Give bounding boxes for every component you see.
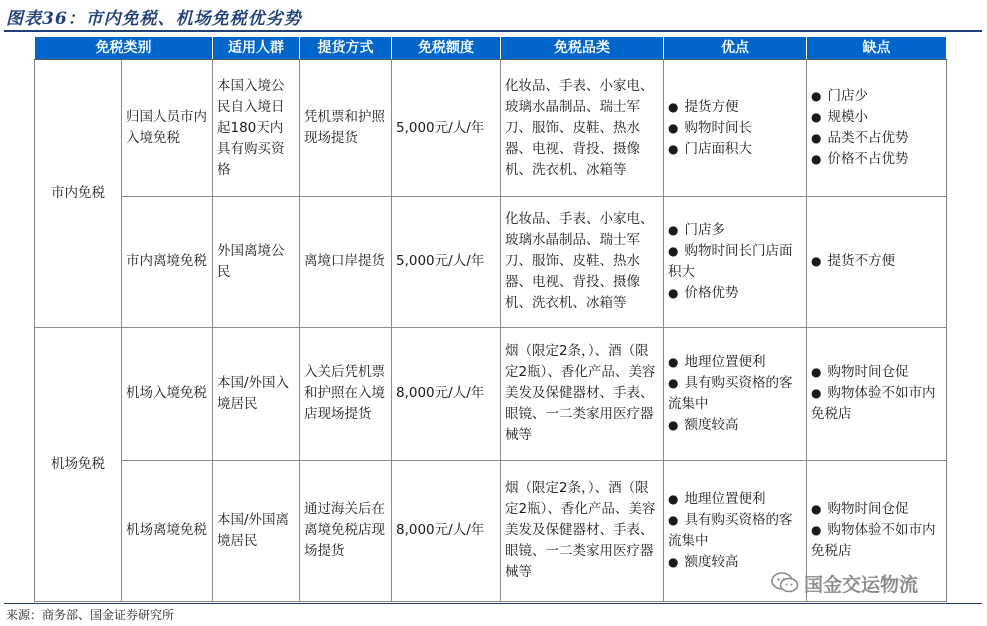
bullet-dot-icon: ● — [668, 375, 679, 390]
con-text: 购物体验不如市内免税店 — [811, 385, 936, 423]
bullet-dot-icon: ● — [668, 354, 679, 369]
bullet-dot-icon: ● — [811, 254, 822, 269]
products-cell: 化妆品、手表、小家电、玻璃水晶制品、瑞士军刀、服饰、皮鞋、热水器、电视、背投、摄像机、洗衣机、冰箱等 — [501, 197, 664, 328]
pro-text: 额度较高 — [684, 553, 739, 570]
pro-text: 额度较高 — [684, 416, 739, 433]
cons-list — [811, 251, 942, 272]
subtype-cell: 市内离境免税 — [122, 197, 213, 328]
pro-text: 价格优势 — [684, 284, 739, 301]
subtype-cell: 归国人员市内入境免税 — [122, 60, 213, 197]
con-text: 购物体验不如市内免税店 — [811, 522, 936, 560]
list-item — [668, 352, 802, 373]
group-label-airport: 机场免税 — [35, 327, 122, 601]
list-item — [811, 383, 942, 425]
pros-cell — [664, 197, 807, 328]
bullet-dot-icon: ● — [811, 523, 822, 538]
header-cons: 缺点 — [807, 37, 947, 60]
pro-text: 购物时间长门店面积大 — [668, 242, 793, 280]
pickup-cell: 通过海关后在离境免税店现场提货 — [300, 460, 392, 601]
people-cell: 本国入境公民自入境日起180天内具有购买资格 — [213, 60, 300, 197]
pro-text: 具有购买资格的客流集中 — [668, 374, 793, 412]
people-cell: 本国/外国入境居民 — [213, 327, 300, 460]
table-row — [35, 197, 947, 328]
bullet-dot-icon: ● — [811, 89, 822, 103]
people-cell: 外国离境公民 — [213, 197, 300, 328]
title-divider — [4, 30, 982, 32]
subtype-cell: 机场离境免税 — [122, 460, 213, 601]
pros-list — [668, 220, 802, 304]
con-text: 品类不占优势 — [827, 130, 909, 146]
bullet-dot-icon: ● — [668, 141, 679, 156]
header-category: 免税类别 — [35, 37, 213, 60]
list-item — [811, 499, 942, 520]
quota-cell: 5,000元/人/年 — [392, 60, 501, 197]
list-item — [668, 241, 802, 283]
list-item — [811, 520, 942, 562]
watermark-text: 国金交运物流 — [804, 573, 919, 596]
bullet-dot-icon: ● — [811, 110, 822, 124]
con-text: 规模小 — [827, 109, 868, 125]
subtype-cell: 机场入境免税 — [122, 327, 213, 460]
table-header-row — [35, 37, 947, 60]
pro-text: 具有购买资格的客流集中 — [668, 511, 793, 549]
table-row — [35, 327, 947, 460]
table-row — [35, 60, 947, 197]
bullet-dot-icon: ● — [668, 491, 679, 506]
con-text: 购物时间仓促 — [827, 364, 909, 381]
pro-text: 地理位置便利 — [684, 490, 766, 507]
people-cell: 本国/外国离境居民 — [213, 460, 300, 601]
pros-list — [668, 489, 802, 573]
bullet-dot-icon: ● — [668, 120, 679, 135]
group-label-city: 市内免税 — [35, 60, 122, 328]
pro-text: 地理位置便利 — [684, 353, 766, 370]
con-text: 门店少 — [827, 88, 868, 104]
list-item — [668, 97, 802, 118]
list-item — [811, 251, 942, 272]
bullet-dot-icon: ● — [811, 386, 822, 401]
pickup-cell: 入关后凭机票和护照在入境店现场提货 — [300, 327, 392, 460]
bullet-dot-icon: ● — [811, 152, 822, 166]
cons-list — [811, 499, 942, 562]
list-item — [668, 118, 802, 139]
pro-text: 购物时间长 — [684, 119, 752, 136]
bullet-dot-icon: ● — [668, 554, 679, 569]
header-pros: 优点 — [664, 37, 807, 60]
pro-text: 门店多 — [684, 221, 725, 238]
bullet-dot-icon: ● — [668, 243, 679, 258]
list-item — [811, 107, 942, 128]
list-item — [668, 283, 802, 304]
list-item — [668, 220, 802, 241]
cons-cell — [807, 327, 947, 460]
cons-list — [811, 86, 942, 170]
header-people: 适用人群 — [213, 37, 300, 60]
bullet-dot-icon: ● — [811, 365, 822, 380]
pickup-cell: 凭机票和护照现场提货 — [300, 60, 392, 197]
bullet-dot-icon: ● — [668, 285, 679, 300]
cons-list — [811, 362, 942, 425]
con-text: 价格不占优势 — [827, 151, 909, 167]
bullet-dot-icon: ● — [668, 99, 679, 114]
list-item — [668, 489, 802, 510]
list-item — [668, 373, 802, 415]
con-text: 购物时间仓促 — [827, 501, 909, 518]
list-item — [811, 362, 942, 383]
pickup-cell: 离境口岸提货 — [300, 197, 392, 328]
source-note: 来源：商务部、国金证券研究所 — [6, 608, 175, 622]
bullet-dot-icon: ● — [668, 222, 679, 237]
pros-cell — [664, 327, 807, 460]
pros-list — [668, 97, 802, 160]
list-item — [668, 510, 802, 552]
cons-cell — [807, 197, 947, 328]
bullet-dot-icon: ● — [811, 502, 822, 517]
source-divider — [4, 603, 982, 604]
wechat-logo-icon — [770, 570, 800, 596]
pros-list — [668, 352, 802, 436]
products-cell: 烟（限定2条，）、酒（限定2瓶）、香化产品、美容美发及保健器材、手表、眼镜、一二类家用医疗器械等 — [501, 327, 664, 460]
list-item — [811, 128, 942, 149]
pro-text: 门店面积大 — [684, 140, 752, 157]
list-item — [668, 415, 802, 436]
list-item — [668, 139, 802, 160]
header-pickup: 提货方式 — [300, 37, 392, 60]
quota-cell: 5,000元/人/年 — [392, 197, 501, 328]
bullet-dot-icon: ● — [668, 417, 679, 432]
pro-text: 提货方便 — [684, 98, 739, 115]
cons-cell — [807, 60, 947, 197]
header-quota: 免税额度 — [392, 37, 501, 60]
quota-cell: 8,000元/人/年 — [392, 327, 501, 460]
watermark — [770, 568, 918, 598]
list-item — [811, 86, 942, 107]
bullet-dot-icon: ● — [811, 131, 822, 145]
list-item — [811, 149, 942, 170]
products-cell: 烟（限定2条，）、酒（限定2瓶）、香化产品、美容美发及保健器材、手表、眼镜、一二类家用医疗器械等 — [501, 460, 664, 601]
pros-cell — [664, 60, 807, 197]
products-cell: 化妆品、手表、小家电、玻璃水晶制品、瑞士军刀、服饰、皮鞋、热水器、电视、背投、摄像机、洗衣机、冰箱等 — [501, 60, 664, 197]
con-text: 提货不方便 — [827, 253, 895, 270]
quota-cell: 8,000元/人/年 — [392, 460, 501, 601]
figure-title: 图表36：市内免税、机场免税优劣势 — [6, 9, 302, 29]
duty-free-comparison-table — [34, 36, 947, 602]
bullet-dot-icon: ● — [668, 512, 679, 527]
header-products: 免税品类 — [501, 37, 664, 60]
